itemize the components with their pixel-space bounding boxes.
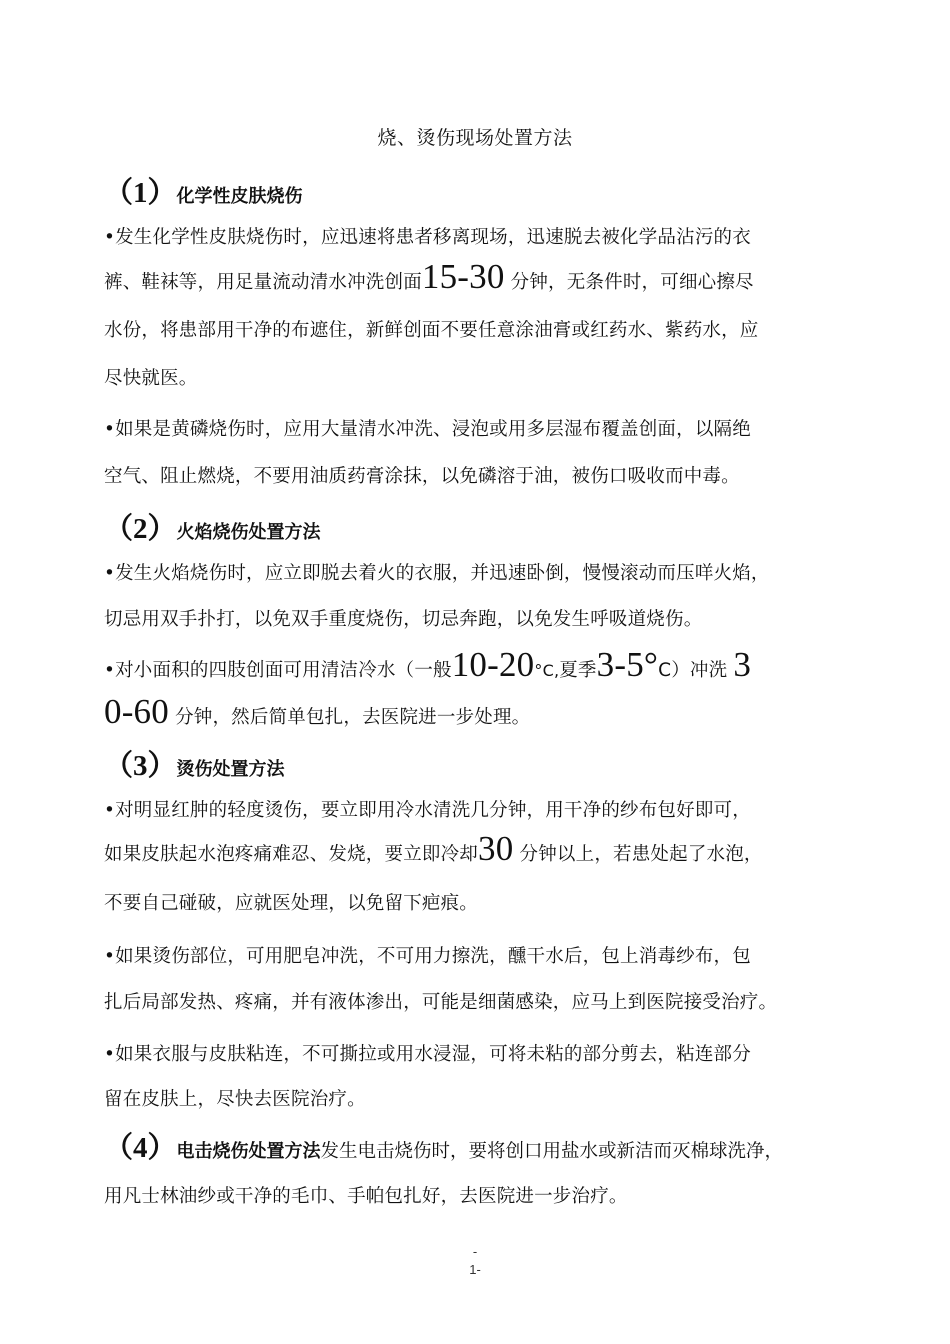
s3-p1-line1: •对明显红肿的轻度烫伤，要立即用冷水清洗几分钟，用干净的纱布包好即可， [104, 800, 751, 821]
s1-p1-line2-text-end: 分钟，无条件时，可细心擦尽 [510, 272, 754, 293]
footer-dash: - [472, 1244, 478, 1259]
s3-p1-line2-text-end: 分钟以上，若患处起了水泡， [519, 844, 763, 865]
s1-p2-line2: 空气、阻止燃烧，不要用油质药膏涂抹，以免磷溶于油，被伤口吸收而中毒。 [104, 466, 740, 487]
summer-temperature: 3-5° [596, 645, 659, 684]
s1-p2-line1: •如果是黄磷烧伤时，应用大量清水冲洗、浸泡或用多层湿布覆盖创面，以隔绝 [104, 419, 751, 440]
section-3-number: （3） [104, 750, 177, 782]
section-2-number: （2） [104, 513, 177, 545]
s3-p1-line3: 不要自己碰破，应就医处理，以免留下疤痕。 [104, 893, 479, 914]
section-1-title: 化学性皮肤烧伤 [176, 186, 303, 207]
celsius-unit: °C, [534, 661, 560, 680]
s2-p2-line1-wash: C）冲洗 [658, 660, 728, 681]
s2-p2-line2 [104, 692, 530, 732]
s1-p1-line4: 尽快就医。 [104, 368, 198, 389]
s1-p1-line2 [104, 257, 754, 297]
page-title: 烧、烫伤现场处置方法 [377, 127, 573, 149]
s3-p2-line1: •如果烫伤部位，可用肥皂冲洗，不可用力擦洗，醺干水后，包上消毒纱布，包 [104, 946, 751, 967]
s4-line2: 用凡士林油纱或干净的毛巾、手帕包扎好，去医院进一步治疗。 [104, 1186, 628, 1207]
section-1-number: （1） [104, 177, 177, 209]
section-2-title: 火焰烧伤处置方法 [176, 522, 321, 543]
s3-p3-line1: •如果衣服与皮肤粘连，不可撕拉或用水浸湿，可将未粘的部分剪去，粘连部分 [104, 1044, 751, 1065]
s1-p1-line3: 水份，将患部用干净的布遮住，新鲜创面不要任意涂油膏或红药水、紫药水，应 [104, 320, 759, 341]
section-4-heading [104, 1125, 783, 1166]
section-4-title: 电击烧伤处置方法 [176, 1141, 321, 1162]
cooling-minutes: 30 [478, 829, 514, 868]
temperature-range: 10-20 [451, 645, 535, 684]
s3-p1-line2 [104, 829, 763, 869]
s1-p1-line1: •发生化学性皮肤烧伤时，应迅速将患者移离现场，迅速脱去被化学品沾污的衣 [104, 227, 751, 248]
section-3-title: 烫伤处置方法 [176, 759, 285, 780]
s2-p1-line1: •发生火焰烧伤时，应立即脱去着火的衣服，并迅速卧倒，慢慢滚动而压咩火焰， [104, 563, 770, 584]
s3-p2-line2: 扎后局部发热、疼痛，并有液体渗出，可能是细菌感染，应马上到医院接受治疗。 [104, 992, 778, 1013]
summer-label: 夏季 [559, 660, 597, 681]
section-1-heading [104, 170, 303, 211]
s4-line1-text: 发生电击烧伤时，要将创口用盐水或新洁而灭棉球洗净， [320, 1141, 784, 1162]
page-number: 1- [469, 1262, 481, 1277]
s2-p1-line2: 切忌用双手扑打，以免双手重度烧伤，切忌奔跑，以免发生呼吸道烧伤。 [104, 609, 703, 630]
s1-p1-line2-text: 裤、鞋袜等，用足量流动清水冲洗创面 [104, 272, 422, 293]
duration-value: 15-30 [421, 257, 505, 296]
section-2-heading [104, 506, 321, 547]
section-3-heading [104, 743, 285, 784]
duration-end: 0-60 [104, 692, 169, 731]
s2-p2-line1-text: •对小面积的四肢创面可用清洁冷水（一般 [104, 660, 452, 681]
s2-p2-line2-text: 分钟，然后简单包扎，去医院进一步处理。 [175, 707, 531, 728]
s3-p1-line2-text: 如果皮肤起水泡疼痛难忍、发烧，要立即冷却 [104, 844, 479, 865]
section-4-number: （4） [104, 1132, 177, 1164]
s3-p3-line2: 留在皮肤上，尽快去医院治疗。 [104, 1089, 366, 1110]
s2-p2-line1 [104, 645, 751, 685]
duration-start: 3 [733, 645, 752, 684]
